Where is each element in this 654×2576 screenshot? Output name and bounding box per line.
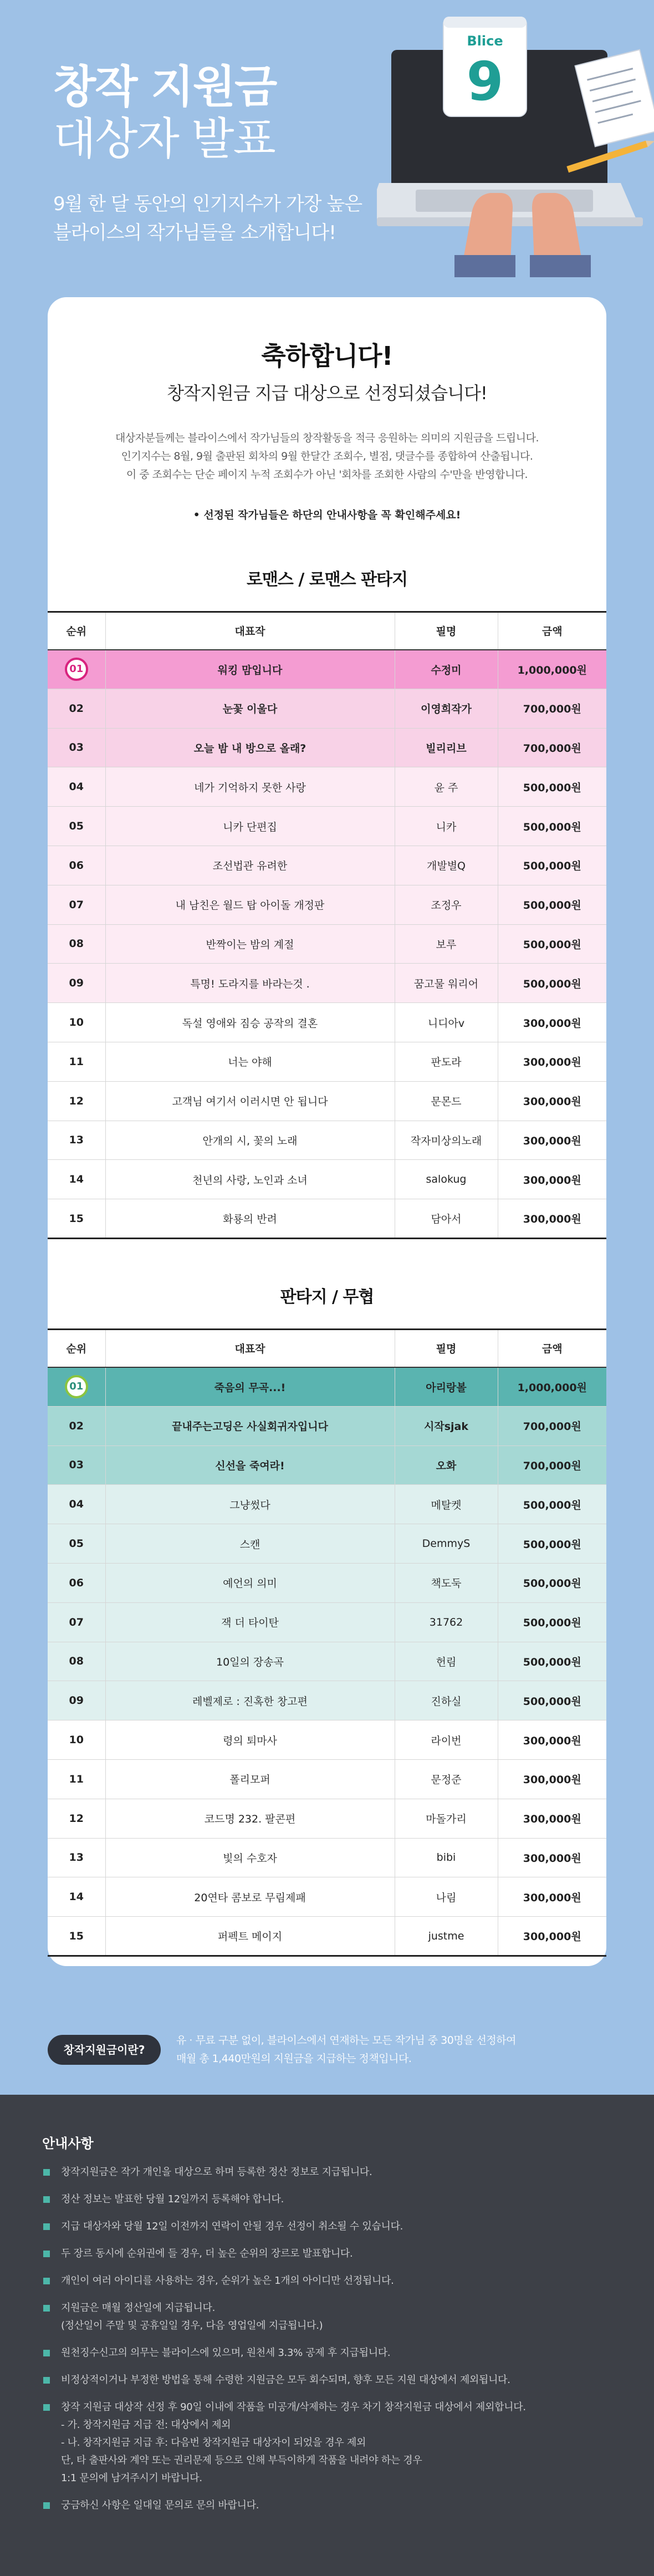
pen-name-cell: 메탈켓 — [395, 1485, 498, 1524]
rank-cell: 15 — [48, 1199, 105, 1239]
title-cell: 고객님 여기서 이러시면 안 됩니다 — [105, 1081, 395, 1121]
guide-item-line: 1:1 문의에 남겨주시기 바랍니다. — [61, 2472, 202, 2484]
rank-cell: 03 — [48, 1445, 105, 1485]
rank-cell: 13 — [48, 1838, 105, 1877]
pen-name-cell: 시작sjak — [395, 1406, 498, 1445]
rank-cell: 15 — [48, 1917, 105, 1956]
amount-cell: 300,000원 — [498, 1003, 606, 1042]
title-cell: 안개의 시, 꽃의 노래 — [105, 1121, 395, 1160]
title-cell: 특명! 도라지를 바라는것 . — [105, 964, 395, 1003]
table-row — [48, 728, 606, 767]
rank-cell: 02 — [48, 689, 105, 728]
title-cell: 네가 기억하지 못한 사랑 — [105, 767, 395, 807]
page-title: 창작 지원금 — [53, 61, 277, 113]
table-header-row — [48, 612, 606, 650]
laptop-hands-illustration — [377, 17, 654, 277]
table-row — [48, 767, 606, 807]
table-row — [48, 885, 606, 924]
guide-item — [42, 2299, 619, 2335]
amount-cell: 700,000원 — [498, 728, 606, 767]
table-row — [48, 924, 606, 964]
amount-cell: 300,000원 — [498, 1838, 606, 1877]
romance-ranking-table — [48, 611, 606, 1239]
rank-cell: 10 — [48, 1003, 105, 1042]
guide-item — [42, 2191, 619, 2208]
table-row — [48, 1485, 606, 1524]
guide-item-line: 지급 대상자와 당월 12일 이전까지 연락이 안될 경우 선정이 취소될 수 있습니다. — [61, 2221, 403, 2232]
table-row — [48, 1877, 606, 1917]
amount-cell: 300,000원 — [498, 1877, 606, 1917]
intro-line: 대상자분들께는 블라이스에서 작가님들의 창작활동을 적극 응원하는 의미의 지원금을 드립니다. — [115, 432, 539, 444]
rank-cell: 07 — [48, 1602, 105, 1642]
pen-name-cell: 니디아v — [395, 1003, 498, 1042]
pen-name-cell: justme — [395, 1917, 498, 1956]
rank-cell: 03 — [48, 728, 105, 767]
rank-cell: 12 — [48, 1799, 105, 1838]
title-cell: 스캔 — [105, 1524, 395, 1564]
pen-name-cell: 보루 — [395, 924, 498, 964]
title-cell: 너는 야해 — [105, 1042, 395, 1081]
table-row — [48, 1759, 606, 1799]
pen-name-cell: 진하실 — [395, 1681, 498, 1720]
title-cell: 내 남친은 월드 탑 아이돌 개정판 — [105, 885, 395, 924]
amount-cell: 300,000원 — [498, 1121, 606, 1160]
bullet-icon — [43, 2305, 50, 2312]
pen-name-cell: 오화 — [395, 1445, 498, 1485]
rank-cell — [48, 1367, 105, 1407]
amount-cell: 300,000원 — [498, 1199, 606, 1239]
guide-list — [42, 2163, 619, 2524]
amount-cell: 500,000원 — [498, 1524, 606, 1564]
rank-cell: 09 — [48, 1681, 105, 1720]
rank-cell — [48, 650, 105, 689]
bullet-icon — [43, 2377, 50, 2384]
guide-item-line: 창작 지원금 대상작 선정 후 90일 이내에 작품을 미공개/삭제하는 경우 차기 창작지원금 대상에서 제외합니다. — [61, 2401, 526, 2413]
amount-cell: 300,000원 — [498, 1917, 606, 1956]
calendar-brand: Blice — [467, 33, 503, 49]
guide-item-line: 궁금하신 사항은 일대일 문의로 문의 바랍니다. — [61, 2499, 259, 2511]
title-cell: 워킹 맘입니다 — [105, 650, 395, 689]
guide-item — [42, 2163, 619, 2181]
pen-name-cell: 작자미상의노래 — [395, 1121, 498, 1160]
title-cell: 령의 퇴마사 — [105, 1720, 395, 1760]
pen-name-cell: 담아서 — [395, 1199, 498, 1239]
table-row — [48, 807, 606, 846]
info-line: 유 · 무료 구분 없이, 블라이스에서 연재하는 모든 작가님 중 30명을 선정하여 — [176, 2034, 516, 2046]
title-cell: 코드명 232. 팔콘편 — [105, 1799, 395, 1838]
col-title-header: 대표작 — [105, 1330, 395, 1367]
congrats-heading: 축하합니다! — [261, 341, 393, 371]
title-cell: 레벨제로 : 진혹한 창고편 — [105, 1681, 395, 1720]
guide-item — [42, 2399, 619, 2487]
info-badge: 창작지원금이란? — [48, 2035, 161, 2065]
col-title-header: 대표작 — [105, 612, 395, 650]
guide-item-line: 비정상적이거나 부정한 방법을 통해 수령한 지원금은 모두 회수되며, 향후 모든 지원 대상에서 제외됩니다. — [61, 2374, 510, 2386]
rank-cell: 10 — [48, 1720, 105, 1760]
rank-cell: 09 — [48, 964, 105, 1003]
title-cell: 니카 단편집 — [105, 807, 395, 846]
guide-item — [42, 2497, 619, 2514]
pen-name-cell: 꿈고물 워리어 — [395, 964, 498, 1003]
pen-name-cell: 나림 — [395, 1877, 498, 1917]
info-strip — [0, 1966, 654, 2095]
amount-cell: 700,000원 — [498, 1445, 606, 1485]
title-cell: 천년의 사랑, 노인과 소녀 — [105, 1160, 395, 1199]
amount-cell: 500,000원 — [498, 1563, 606, 1602]
guide-item-line: (정산일이 주말 및 공휴일일 경우, 다음 영업일에 지급됩니다.) — [61, 2320, 323, 2331]
rank-cell: 08 — [48, 924, 105, 964]
table-row — [48, 1917, 606, 1956]
title-cell: 20연타 콤보로 무림제패 — [105, 1877, 395, 1917]
guide-item-line: - 나. 창작지원금 지급 후: 다음번 창작지원금 대상자이 되었을 경우 제외 — [61, 2437, 366, 2448]
title-cell: 끝내주는고딩은 사실회귀자입니다 — [105, 1406, 395, 1445]
amount-cell: 300,000원 — [498, 1042, 606, 1081]
intro-line: 이 중 조회수는 단순 페이지 누적 조회수가 아닌 '회차를 조회한 사람의 수'만을 반영합니다. — [126, 469, 528, 481]
guide-item-line: 지원금은 매월 정산일에 지급됩니다. — [61, 2302, 216, 2314]
guide-item — [42, 2218, 619, 2236]
amount-cell: 1,000,000원 — [498, 650, 606, 689]
amount-cell: 700,000원 — [498, 1406, 606, 1445]
rank-cell: 13 — [48, 1121, 105, 1160]
table-row — [48, 1160, 606, 1199]
rank-cell: 11 — [48, 1042, 105, 1081]
amount-cell: 300,000원 — [498, 1799, 606, 1838]
table-row — [48, 1642, 606, 1681]
pen-name-cell: 문정준 — [395, 1759, 498, 1799]
table-row — [48, 1838, 606, 1877]
table-row — [48, 1042, 606, 1081]
amount-cell: 700,000원 — [498, 689, 606, 728]
rank-cell: 06 — [48, 846, 105, 885]
table-row — [48, 1121, 606, 1160]
guide-title: 안내사항 — [42, 2136, 94, 2151]
table-row — [48, 1003, 606, 1042]
announcement-card — [48, 297, 606, 1966]
table-row — [48, 1681, 606, 1720]
bullet-icon — [43, 2404, 50, 2411]
bullet-icon — [43, 2502, 50, 2509]
title-cell: 10일의 장송곡 — [105, 1642, 395, 1681]
info-text — [176, 2032, 614, 2068]
amount-cell: 300,000원 — [498, 1720, 606, 1760]
pen-name-cell: 마돌가리 — [395, 1799, 498, 1838]
title-cell: 잭 더 타이탄 — [105, 1602, 395, 1642]
amount-cell: 500,000원 — [498, 964, 606, 1003]
guide-item-line: 창작지원금은 작가 개인을 대상으로 하며 등록한 정산 정보로 지급됩니다. — [61, 2166, 372, 2178]
table-row — [48, 1406, 606, 1445]
bullet-icon — [43, 2251, 50, 2257]
header — [0, 0, 654, 294]
rank-cell: 04 — [48, 1485, 105, 1524]
title-cell: 화룡의 반려 — [105, 1199, 395, 1239]
intro-line: 인기지수는 8월, 9월 출판된 회차의 9월 한달간 조회수, 별점, 댓글수를 종합하여 산출됩니다. — [121, 450, 533, 462]
table-row — [48, 1081, 606, 1121]
pen-name-cell: 개발별Q — [395, 846, 498, 885]
table-row — [48, 1367, 606, 1407]
pen-name-cell: 수정미 — [395, 650, 498, 689]
table-row — [48, 846, 606, 885]
title-cell: 예언의 의미 — [105, 1563, 395, 1602]
guide-item — [42, 2245, 619, 2263]
pen-name-cell: 윤 주 — [395, 767, 498, 807]
table-row — [48, 1445, 606, 1485]
title-cell: 퍼펙트 메이지 — [105, 1917, 395, 1956]
pen-name-cell: 이영희작가 — [395, 689, 498, 728]
notice-text: • 선정된 작가님들은 하단의 안내사항을 꼭 확인해주세요! — [193, 509, 461, 521]
guide-item — [42, 2371, 619, 2389]
rank-cell: 07 — [48, 885, 105, 924]
amount-cell: 300,000원 — [498, 1160, 606, 1199]
table-header-row — [48, 1330, 606, 1367]
table-row — [48, 1199, 606, 1239]
col-pen-header: 필명 — [395, 1330, 498, 1367]
pen-name-cell: 책도둑 — [395, 1563, 498, 1602]
rank-cell: 06 — [48, 1563, 105, 1602]
header-subtitle — [53, 190, 362, 247]
intro-text — [70, 429, 584, 484]
table-row — [48, 1602, 606, 1642]
pen-name-cell: 판도라 — [395, 1042, 498, 1081]
subtitle-line: 9월 한 달 동안의 인기지수가 가장 높은 — [53, 193, 362, 215]
guide-item — [42, 2344, 619, 2362]
rank-cell: 04 — [48, 767, 105, 807]
fantasy-ranking-table — [48, 1328, 606, 1957]
pen-name-cell: salokug — [395, 1160, 498, 1199]
amount-cell: 500,000원 — [498, 1485, 606, 1524]
title-cell: 폴리모퍼 — [105, 1759, 395, 1799]
guide-item-line: 단, 타 출판사와 계약 또는 권리문제 등으로 인해 부득이하게 작품을 내려야 하는 경우 — [61, 2455, 422, 2466]
title-cell: 눈꽃 이울다 — [105, 689, 395, 728]
bullet-icon — [43, 2350, 50, 2356]
pen-name-cell: 조정우 — [395, 885, 498, 924]
title-cell: 죽음의 무곡...! — [105, 1367, 395, 1407]
rank-cell: 05 — [48, 807, 105, 846]
rank-cell: 05 — [48, 1524, 105, 1564]
calendar-day: 9 — [466, 50, 504, 113]
amount-cell: 1,000,000원 — [498, 1367, 606, 1407]
info-line: 매월 총 1,440만원의 지원금을 지급하는 정책입니다. — [176, 2053, 412, 2065]
amount-cell: 300,000원 — [498, 1081, 606, 1121]
romance-section-title: 로맨스 / 로맨스 판타지 — [246, 570, 408, 589]
table-row — [48, 689, 606, 728]
pen-name-cell: bibi — [395, 1838, 498, 1877]
guide-item-line: 정산 정보는 발표한 당월 12일까지 등록해야 합니다. — [61, 2193, 284, 2205]
amount-cell: 500,000원 — [498, 767, 606, 807]
fantasy-section-title: 판타지 / 무협 — [280, 1287, 374, 1307]
title-cell: 조선법관 유려한 — [105, 846, 395, 885]
title-cell: 빛의 수호자 — [105, 1838, 395, 1877]
amount-cell: 500,000원 — [498, 807, 606, 846]
pen-name-cell: 문몬드 — [395, 1081, 498, 1121]
amount-cell: 500,000원 — [498, 846, 606, 885]
guide-item-line: - 가. 창작지원금 지급 전: 대상에서 제외 — [61, 2419, 231, 2431]
title-cell: 신선을 죽여라! — [105, 1445, 395, 1485]
table-row — [48, 1720, 606, 1760]
amount-cell: 500,000원 — [498, 924, 606, 964]
rank-cell: 12 — [48, 1081, 105, 1121]
col-amount-header: 금액 — [498, 1330, 606, 1367]
table-row — [48, 964, 606, 1003]
subtitle-line: 블라이스의 작가님들을 소개합니다! — [53, 222, 336, 244]
rank-cell: 02 — [48, 1406, 105, 1445]
guide-item-line: 개인이 여러 아이디를 사용하는 경우, 순위가 높은 1개의 아이디만 선정됩니다. — [61, 2275, 394, 2287]
col-rank-header: 순위 — [48, 612, 105, 650]
pen-name-cell: 빌리리브 — [395, 728, 498, 767]
title-cell: 반짝이는 밤의 계절 — [105, 924, 395, 964]
title-cell: 오늘 밤 내 방으로 올래? — [105, 728, 395, 767]
amount-cell: 500,000원 — [498, 1602, 606, 1642]
table-row — [48, 1799, 606, 1838]
bullet-icon — [43, 2278, 50, 2284]
rank-badge: 01 — [65, 1375, 88, 1398]
guide-section — [0, 2095, 654, 2576]
pen-name-cell: 헌림 — [395, 1642, 498, 1681]
selected-heading: 창작지원금 지급 대상으로 선정되셨습니다! — [167, 383, 487, 404]
rank-cell: 11 — [48, 1759, 105, 1799]
title-cell: 그냥썼다 — [105, 1485, 395, 1524]
table-row — [48, 1563, 606, 1602]
table-row — [48, 1524, 606, 1564]
pen-name-cell: 라이번 — [395, 1720, 498, 1760]
pen-name-cell: 31762 — [395, 1602, 498, 1642]
guide-item-line: 두 장르 동시에 순위권에 들 경우, 더 높은 순위의 장르로 발표합니다. — [61, 2248, 353, 2259]
amount-cell: 300,000원 — [498, 1759, 606, 1799]
amount-cell: 500,000원 — [498, 885, 606, 924]
guide-item — [42, 2272, 619, 2290]
col-amount-header: 금액 — [498, 612, 606, 650]
rank-cell: 14 — [48, 1877, 105, 1917]
guide-item-line: 원천징수신고의 의무는 블라이스에 있으며, 원천세 3.3% 공제 후 지급됩니다. — [61, 2347, 391, 2359]
page-title-sub: 대상자 발표 — [53, 113, 275, 165]
bullet-icon — [43, 2169, 50, 2176]
pen-name-cell: DemmyS — [395, 1524, 498, 1564]
table-row — [48, 650, 606, 689]
bullet-icon — [43, 2223, 50, 2230]
pen-name-cell: 아리랑볼 — [395, 1367, 498, 1407]
rank-badge: 01 — [65, 658, 88, 681]
amount-cell: 500,000원 — [498, 1642, 606, 1681]
rank-cell: 14 — [48, 1160, 105, 1199]
title-cell: 독설 영애와 짐승 공작의 결혼 — [105, 1003, 395, 1042]
pen-name-cell: 니카 — [395, 807, 498, 846]
amount-cell: 500,000원 — [498, 1681, 606, 1720]
col-rank-header: 순위 — [48, 1330, 105, 1367]
col-pen-header: 필명 — [395, 612, 498, 650]
bullet-icon — [43, 2196, 50, 2203]
rank-cell: 08 — [48, 1642, 105, 1681]
